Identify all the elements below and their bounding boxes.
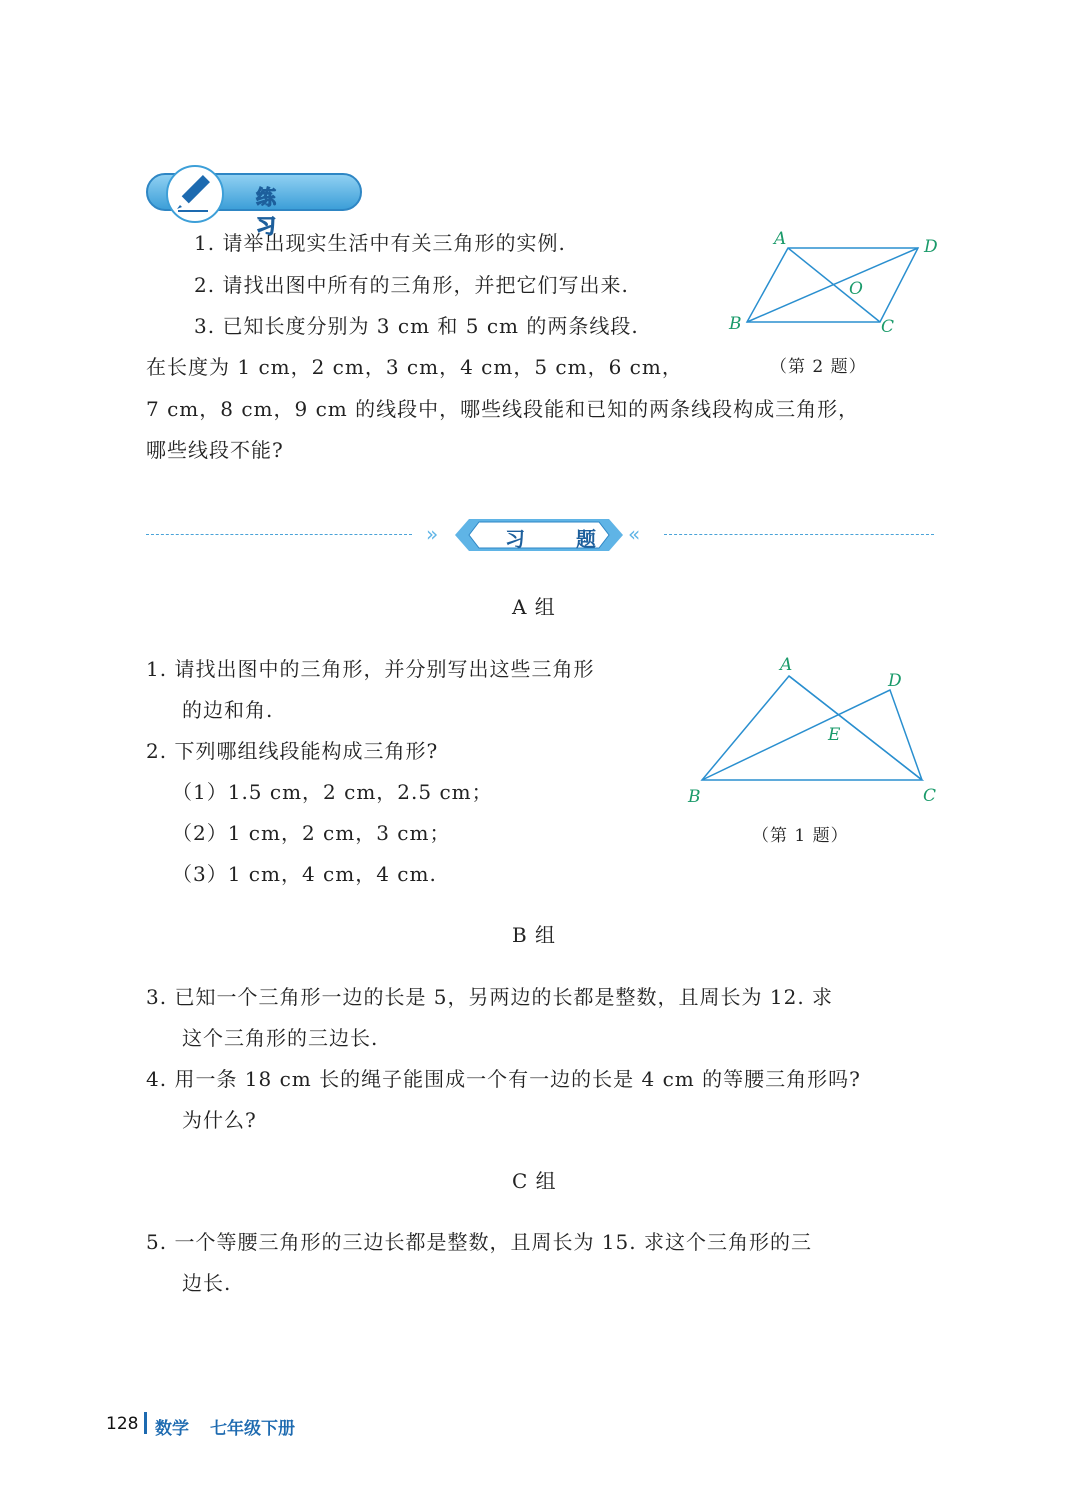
footer-divider	[144, 1412, 147, 1434]
label-a: A	[774, 229, 787, 249]
divider-right	[664, 534, 934, 535]
practice-item-3-line2: 在长度为 1 cm，2 cm，3 cm，4 cm，5 cm，6 cm，	[146, 355, 683, 379]
practice-title: 练 习	[256, 185, 296, 238]
practice-item-1: 1. 请举出现实生活中有关三角形的实例.	[194, 231, 566, 255]
label-d: D	[924, 237, 938, 257]
label-b: B	[729, 314, 742, 334]
figure-caption-1: （第 1 题）	[752, 826, 849, 846]
group-b-title: B 组	[512, 923, 557, 947]
question-2: 2. 下列哪组线段能构成三角形?	[146, 739, 439, 763]
question-3-cont: 这个三角形的三边长.	[182, 1026, 379, 1050]
page-number: 128	[106, 1414, 139, 1434]
practice-item-3-line3: 7 cm，8 cm，9 cm 的线段中，哪些线段能和已知的两条线段构成三角形，	[146, 397, 860, 421]
practice-item-3-line4: 哪些线段不能?	[146, 438, 284, 462]
parallelogram-figure	[747, 248, 918, 322]
practice-item-3: 3. 已知长度分别为 3 cm 和 5 cm 的两条线段.	[194, 314, 639, 338]
question-1: 1. 请找出图中的三角形，并分别写出这些三角形	[146, 657, 595, 681]
label-c2: C	[923, 786, 937, 806]
figure-caption-2: （第 2 题）	[770, 357, 867, 377]
chevron-right-icon: »	[426, 522, 440, 546]
exercises-title: 习 题	[505, 527, 618, 551]
label-b2: B	[688, 787, 701, 807]
question-2-option-1: （1）1.5 cm，2 cm，2.5 cm；	[172, 780, 493, 804]
question-4: 4. 用一条 18 cm 长的绳子能围成一个有一边的长是 4 cm 的等腰三角形吗?	[146, 1067, 861, 1091]
question-1-cont: 的边和角.	[182, 698, 274, 722]
question-4-cont: 为什么?	[182, 1108, 257, 1132]
chevron-left-icon: «	[628, 522, 642, 546]
question-2-option-3: （3）1 cm，4 cm，4 cm.	[172, 862, 437, 886]
footer-subject: 数学	[155, 1419, 189, 1439]
practice-item-2: 2. 请找出图中所有的三角形，并把它们写出来.	[194, 273, 629, 297]
question-3: 3. 已知一个三角形一边的长是 5，另两边的长都是整数，且周长为 12. 求	[146, 985, 834, 1009]
group-c-title: C 组	[512, 1169, 557, 1193]
divider-left	[146, 534, 412, 535]
label-c: C	[881, 317, 895, 337]
label-a2: A	[780, 655, 793, 675]
label-o: O	[849, 279, 863, 299]
question-5-cont: 边长.	[182, 1271, 232, 1295]
label-d2: D	[888, 671, 902, 691]
question-5: 5. 一个等腰三角形的三边长都是整数，且周长为 15. 求这个三角形的三	[146, 1230, 812, 1254]
group-a-title: A 组	[512, 595, 556, 619]
footer-grade: 七年级下册	[210, 1419, 295, 1439]
triangle-figure	[702, 676, 922, 780]
label-e2: E	[828, 725, 841, 745]
exercises-banner	[455, 519, 623, 551]
question-2-option-2: （2）1 cm，2 cm，3 cm；	[172, 821, 451, 845]
